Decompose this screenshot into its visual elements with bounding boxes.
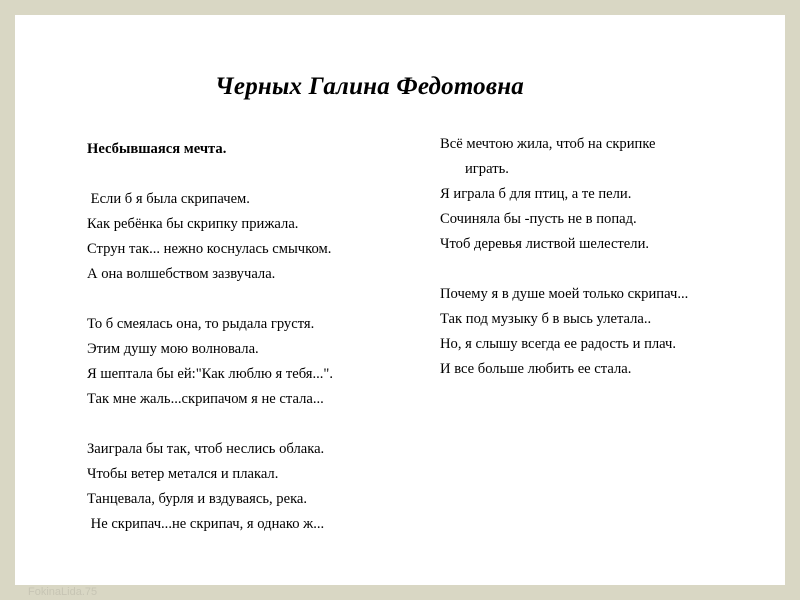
poem-line: Как ребёнка бы скрипку прижала. — [87, 216, 299, 232]
poem-line: То б смеялась она, то рыдала грустя. — [87, 316, 315, 332]
poem-line: Если б я была скрипачем. — [87, 191, 250, 207]
poem-line: Заиграла бы так, чтоб неслись облака. — [87, 441, 325, 457]
poem-right-column — [440, 132, 760, 382]
watermark: FokinaLida.75 — [28, 586, 98, 598]
poem-line: Но, я слышу всегда ее радость и плач. — [440, 336, 677, 352]
poem-line: Почему я в душе моей только скрипач... — [440, 286, 689, 302]
poem-line: Чтобы ветер метался и плакал. — [87, 466, 279, 482]
poem-line: Не скрипач...не скрипач, я однако ж... — [87, 516, 325, 532]
winter-landscape-picture — [33, 33, 151, 125]
poem-line: Сочиняла бы -пусть не в попад. — [440, 211, 637, 227]
poem-line: Струн так... нежно коснулась смычком. — [87, 241, 332, 257]
poem-line: Так под музыку б в высь улетала.. — [440, 311, 652, 327]
poem-line: И все больше любить ее стала. — [440, 361, 632, 377]
poem-line: Этим душу мою волновала. — [87, 341, 259, 357]
page-title: Черных Галина Федотовна — [215, 73, 525, 100]
poem-line: Я шептала бы ей:"Как люблю я тебя...". — [87, 366, 334, 382]
poem-line: Чтоб деревья листвой шелестели. — [440, 236, 650, 252]
poem-line: играть. — [465, 161, 509, 177]
poem-heading: Несбывшаяся мечта. — [87, 141, 227, 157]
poem-line: Я играла б для птиц, а те пели. — [440, 186, 632, 202]
poem-line: А она волшебством зазвучала. — [87, 266, 276, 282]
poem-line: Всё мечтою жила, чтоб на скрипке — [440, 136, 656, 152]
poem-left-column — [87, 137, 417, 537]
winter-landscape-image — [33, 33, 151, 125]
poem-line: Танцевала, бурля и вздуваясь, река. — [87, 491, 308, 507]
poem-line: Так мне жаль...скрипачом я не стала... — [87, 391, 324, 407]
